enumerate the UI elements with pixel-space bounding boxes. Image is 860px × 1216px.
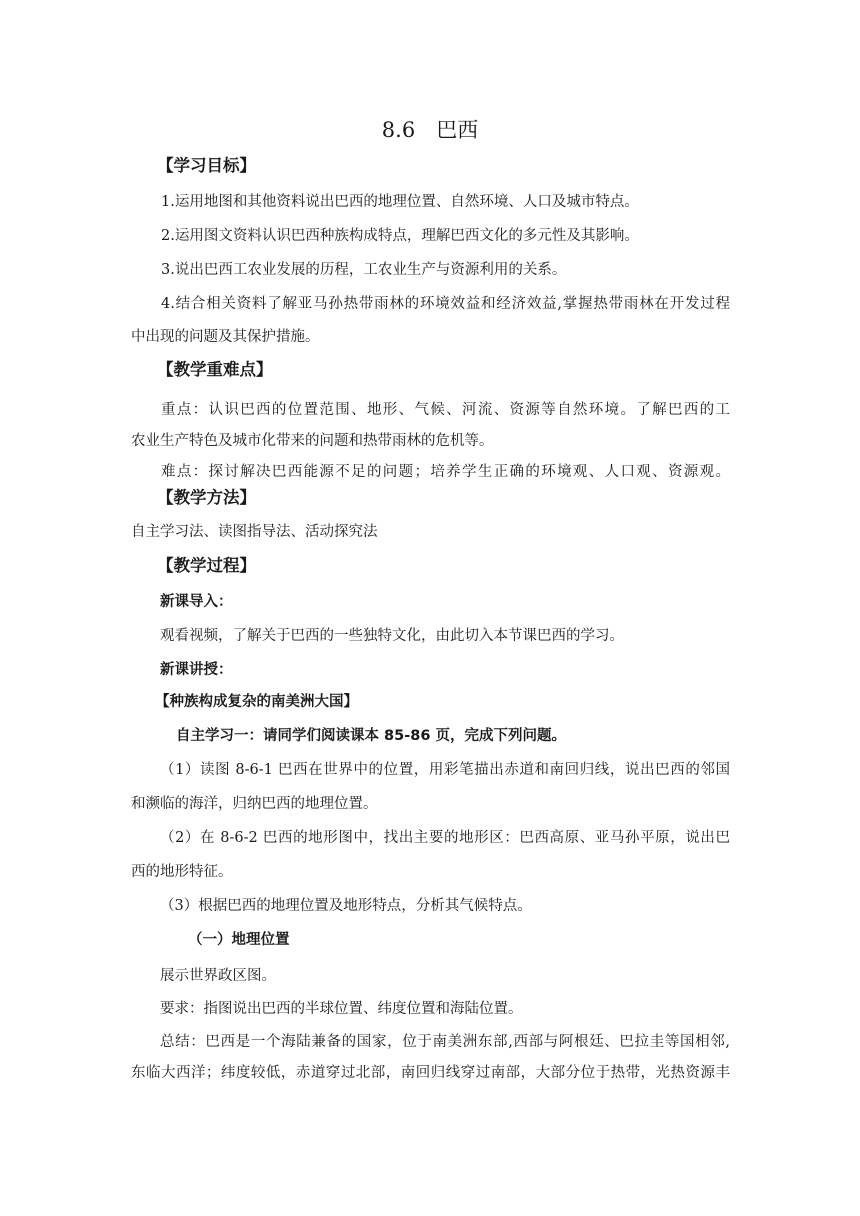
show-text: 展示世界政区图。 <box>160 968 276 984</box>
lecture-label: 新课讲授： <box>160 662 233 678</box>
section-title: 【种族构成复杂的南美洲大国】 <box>155 694 358 710</box>
self-study-prompt: 自主学习一：请同学们阅读课本 85-86 页，完成下列问题。 <box>176 728 566 744</box>
objective-item: 1.运用地图和其他资料说出巴西的地理位置、自然环境、人口及城市特点。 <box>161 194 639 210</box>
question-line: 和濒临的海洋，归纳巴西的地理位置。 <box>131 796 378 812</box>
keypoint-line: 难点：探讨解决巴西能源不足的问题；培养学生正确的环境观、人口观、资源观。 <box>161 464 730 480</box>
objective-item-cont: 中出现的问题及其保护措施。 <box>131 329 320 345</box>
question-line: 西的地形特征。 <box>131 864 233 880</box>
objective-item: 3.说出巴西工农业发展的历程，工农业生产与资源利用的关系。 <box>161 262 567 278</box>
intro-label: 新课导入： <box>160 594 233 610</box>
heading-methods: 【教学方法】 <box>157 488 256 507</box>
subsection-heading: （一）地理位置 <box>188 932 290 948</box>
keypoint-line: 农业生产特色及城市化带来的问题和热带雨林的危机等。 <box>131 433 494 449</box>
summary-line: 总结：巴西是一个海陆兼备的国家，位于南美洲东部,西部与阿根廷、巴拉圭等国相邻, <box>160 1034 730 1050</box>
heading-keypoints: 【教学重难点】 <box>157 360 273 379</box>
heading-objectives: 【学习目标】 <box>157 156 256 175</box>
question-line: （1）读图 8-6-1 巴西在世界中的位置，用彩笔描出赤道和南回归线，说出巴西的邻国 <box>160 762 730 778</box>
heading-process: 【教学过程】 <box>157 556 256 575</box>
objective-item: 4.结合相关资料了解亚马孙热带雨林的环境效益和经济效益,掌握热带雨林在开发过程 <box>161 296 730 312</box>
objective-item: 2.运用图文资料认识巴西种族构成特点，理解巴西文化的多元性及其影响。 <box>161 228 639 244</box>
intro-text: 观看视频，了解关于巴西的一些独特文化，由此切入本节课巴西的学习。 <box>160 628 624 644</box>
requirement-text: 要求：指图说出巴西的半球位置、纬度位置和海陆位置。 <box>160 1001 523 1017</box>
keypoint-line: 重点：认识巴西的位置范围、地形、气候、河流、资源等自然环境。了解巴西的工 <box>161 402 730 418</box>
page-title: 8.6 巴西 <box>381 118 479 142</box>
methods-text: 自主学习法、读图指导法、活动探究法 <box>131 524 378 540</box>
question-line: （3）根据巴西的地理位置及地形特点，分析其气候特点。 <box>160 898 532 914</box>
summary-line: 东临大西洋；纬度较低，赤道穿过北部，南回归线穿过南部，大部分位于热带，光热资源丰 <box>131 1065 730 1081</box>
question-line: （2）在 8-6-2 巴西的地形图中，找出主要的地形区：巴西高原、亚马孙平原，说出巴 <box>160 830 730 846</box>
